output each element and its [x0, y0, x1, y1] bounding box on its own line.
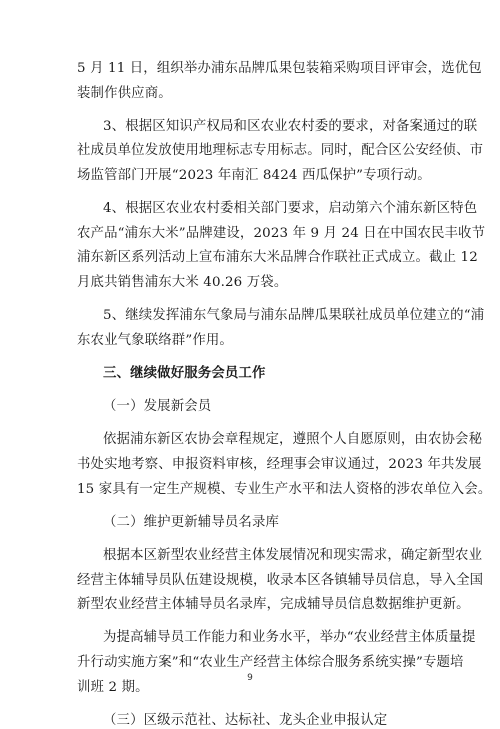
paragraph-line: 农产品“浦东大米”品牌建设，2023 年 9 月 24 日在中国农民丰收节 — [77, 226, 486, 241]
paragraph-line: 社成员单位发放使用地理标志专用标志。同时，配合区公安经侦、市 — [77, 143, 484, 158]
paragraph-line: 为提高辅导员工作能力和业务水平，举办“农业经营主体质量提 — [103, 630, 476, 645]
subsection-heading: （二）维护更新辅导员名录库 — [103, 515, 280, 530]
paragraph-line: 经营主体辅导员队伍建设规模，收录本区各镇辅导员信息，导入全国 — [77, 573, 484, 588]
paragraph-line: 东农业气象联络群”作用。 — [77, 333, 233, 348]
paragraph-line: 15 家具有一定生产规模、专业生产水平和法人资格的涉农单位入会。 — [77, 482, 492, 497]
paragraph-line: 5 月 11 日，组织举办浦东品牌瓜果包装箱采购项目评审会，选优包 — [77, 61, 482, 76]
paragraph-line: 3、根据区知识产权局和区农业农村委的要求，对备案通过的联 — [103, 119, 478, 134]
paragraph-line: 依据浦东新区农协会章程规定，遵照个人自愿原则，由农协会秘 — [103, 432, 483, 447]
section-heading: 三、继续做好服务会员工作 — [103, 366, 266, 381]
subsection-heading: （一）发展新会员 — [103, 399, 212, 414]
paragraph-line: 训班 2 期。 — [77, 680, 149, 695]
subsection-heading: （三）区级示范社、达标社、龙头企业申报认定 — [103, 713, 388, 728]
paragraph-line: 浦东新区系列活动上宣布浦东大米品牌合作联社正式成立。截止 12 — [77, 250, 478, 265]
paragraph-line: 场监管部门开展“2023 年南汇 8424 西瓜保护”专项行动。 — [77, 168, 431, 183]
paragraph-line: 4、根据区农业农村委相关部门要求，启动第六个浦东新区特色 — [103, 201, 478, 216]
paragraph-line: 书处实地考察、申报资料审核，经理事会审议通过，2023 年共发展 — [77, 457, 482, 472]
page-number: 9 — [247, 673, 253, 683]
paragraph-line: 根据本区新型农业经营主体发展情况和现实需求，确定新型农业 — [103, 548, 483, 563]
paragraph-line: 月底共销售浦东大米 40.26 万袋。 — [77, 275, 288, 290]
paragraph-line: 5、继续发挥浦东气象局与浦东品牌瓜果联社成员单位建立的“浦 — [103, 308, 485, 323]
paragraph-line: 新型农业经营主体辅导员名录库，完成辅导员信息数据维护更新。 — [77, 597, 470, 612]
paragraph-line: 升行动实施方案”和“农业生产经营主体综合服务系统实操”专题培 — [77, 655, 464, 670]
paragraph-line: 装制作供应商。 — [77, 86, 172, 101]
